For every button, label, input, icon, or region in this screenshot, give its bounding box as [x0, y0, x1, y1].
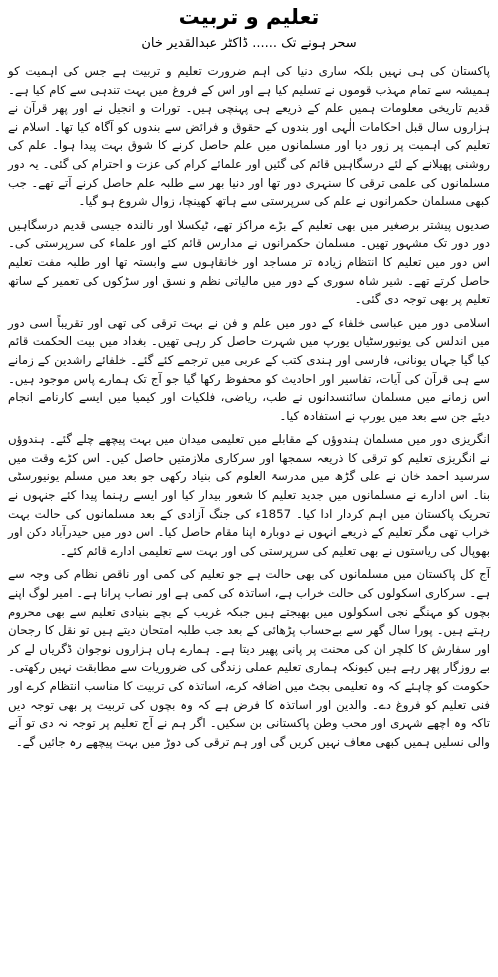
article-title: تعلیم و تربیت [178, 5, 320, 29]
article-paragraph: پاکستان کی ہی نہیں بلکہ ساری دنیا کی اہم ضرورت تعلیم و تربیت ہے جس کی اہمیت کو ہمیشہ سے تمام مہذب قوموں نے تسلیم کیا ہے اور اس کے فروغ میں بہت تندہی سے کام کیا ہے۔ قدیم تاریخی معلومات ہمیں علم کے ذریعے ہی پہنچی ہیں۔ تورات و انجیل نے اور پھر قرآن نے ہزاروں سال قبل احکامات الٰہی اور بندوں کے حقوق و فرائض سے بندوں کو آگاہ کیا تھا۔ اسلام نے تعلیم کی اہمیت پر زور دیا اور مسلمانوں میں علم حاصل کرنے کا شوق بہت پیدا ہوا۔ علم کی روشنی پھیلانے کے لئے درسگاہیں قائم کی گئیں اور علمائے کرام کی عزت و احترام کی گئی۔ یہ دور مسلمانوں کی علمی ترقی کا سنہری دور تھا اور دنیا بھر سے طلبہ علم حاصل کرنے آتے تھے۔ جب کبھی مسلمان حکمرانوں نے علم کی سرپرستی سے ہاتھ کھینچا، زوال شروع ہو گیا۔ [8, 64, 490, 209]
article-byline: سحر ہونے تک ...... ڈاکٹر عبدالقدیر خان [141, 36, 357, 51]
article-paragraph: انگریزی دور میں مسلمان ہندوؤں کے مقابلے میں تعلیمی میدان میں بہت پیچھے چلے گئے۔ ہندوؤں نے انگریزی تعلیم کو ترقی کا ذریعہ سمجھا اور سرکاری ملازمتیں حاصل کیں۔ اس کڑے وقت میں سرسید احمد خان نے علی گڑھ میں مدرسۃ العلوم کی بنیاد رکھی جو بعد میں مسلم یونیورسٹی بنا۔ اس ادارے نے مسلمانوں میں جدید تعلیم کا شعور بیدار کیا اور ایسے رہنما پیدا کئے جنہوں نے تحریک پاکستان میں اہم کردار ادا کیا۔ 1857ء کی جنگ آزادی کے بعد مسلمانوں کی حالت بہت خراب تھی مگر تعلیم کے ذریعے انہوں نے دوبارہ اپنا مقام حاصل کیا۔ اس دور میں حیدرآباد دکن اور بھوپال کی ریاستوں نے بھی تعلیم کی سرپرستی کی اور بہت سے تعلیمی ادارے قائم کئے۔ [8, 432, 491, 558]
article-paragraph: اسلامی دور میں عباسی خلفاء کے دور میں علم و فن نے بہت ترقی کی تھی اور تقریباً اسی دور میں اندلس کی یونیورسٹیاں یورپ میں شہرت حاصل کر رہی تھیں۔ بغداد میں بیت الحکمت قائم کیا گیا جہاں یونانی، فارسی اور ہندی کتب کے عربی میں ترجمے کئے گئے۔ خلفائے راشدین کے زمانے سے ہی قرآن کی آیات، تفاسیر اور احادیث کو محفوظ رکھا گیا جو آج تک ہمارے پاس موجود ہیں۔ اس زمانے میں مسلمان سائنسدانوں نے طب، ریاضی، فلکیات اور کیمیا میں ایسے کارنامے انجام دیئے جن سے بعد میں یورپ نے استفادہ کیا۔ [8, 315, 490, 423]
article-paragraph: آج کل پاکستان میں مسلمانوں کی بھی حالت ہے جو تعلیم کی کمی اور ناقص نظام کی وجہ سے ہے۔ سرکاری اسکولوں کی حالت خراب ہے، اساتذہ کی کمی ہے اور نصاب پرانا ہے۔ امیر لوگ اپنے بچوں کو مہنگے نجی اسکولوں میں بھیجتے ہیں جبکہ غریب کے بچے بنیادی تعلیم سے بھی محروم رہتے ہیں۔ پورا سال گھر سے بےحساب پڑھائی کے بعد جب طلبہ امتحان دیتے ہیں تو نقل کا رجحان اور سفارش کا کلچر ان کی محنت پر پانی پھیر دیتا ہے۔ ہمارے ہاں ہزاروں نوجوان ڈگریاں لے کر بے روزگار پھر رہے ہیں کیونکہ ہماری تعلیم عملی زندگی کی ضروریات سے مطابقت نہیں رکھتی۔ حکومت کو چاہئے کہ وہ تعلیمی بجٹ میں اضافہ کرے، اساتذہ کی تربیت کا مناسب انتظام کرے اور فنی تعلیم کو فروغ دے۔ والدین اور اساتذہ کا فرض ہے کہ وہ بچوں کی تربیت پر بھی توجہ دیں تاکہ وہ اچھے شہری اور محب وطن پاکستانی بن سکیں۔ اگر ہم نے آج تعلیم پر توجہ نہ دی تو آنے والی نسلیں ہمیں کبھی معاف نہیں کریں گی اور ہم ترقی کی دوڑ میں بہت پیچھے رہ جائیں گے۔ [8, 567, 490, 749]
article-paragraph: صدیوں پیشتر برصغیر میں بھی تعلیم کے بڑے مراکز تھے، ٹیکسلا اور نالندہ جیسی قدیم درسگاہیں دور دور تک مشہور تھیں۔ مسلمان حکمرانوں نے مدارس قائم کئے اور علماء کی سرپرستی کی۔ اس دور میں تعلیم کا انتظام زیادہ تر مساجد اور خانقاہوں سے وابستہ تھا اور طلبہ مفت تعلیم حاصل کرتے تھے۔ شیر شاہ سوری کے دور میں مالیاتی نظم و نسق اور سڑکوں کی تعمیر کے ساتھ تعلیم پر بھی توجہ دی گئی۔ [8, 217, 490, 307]
